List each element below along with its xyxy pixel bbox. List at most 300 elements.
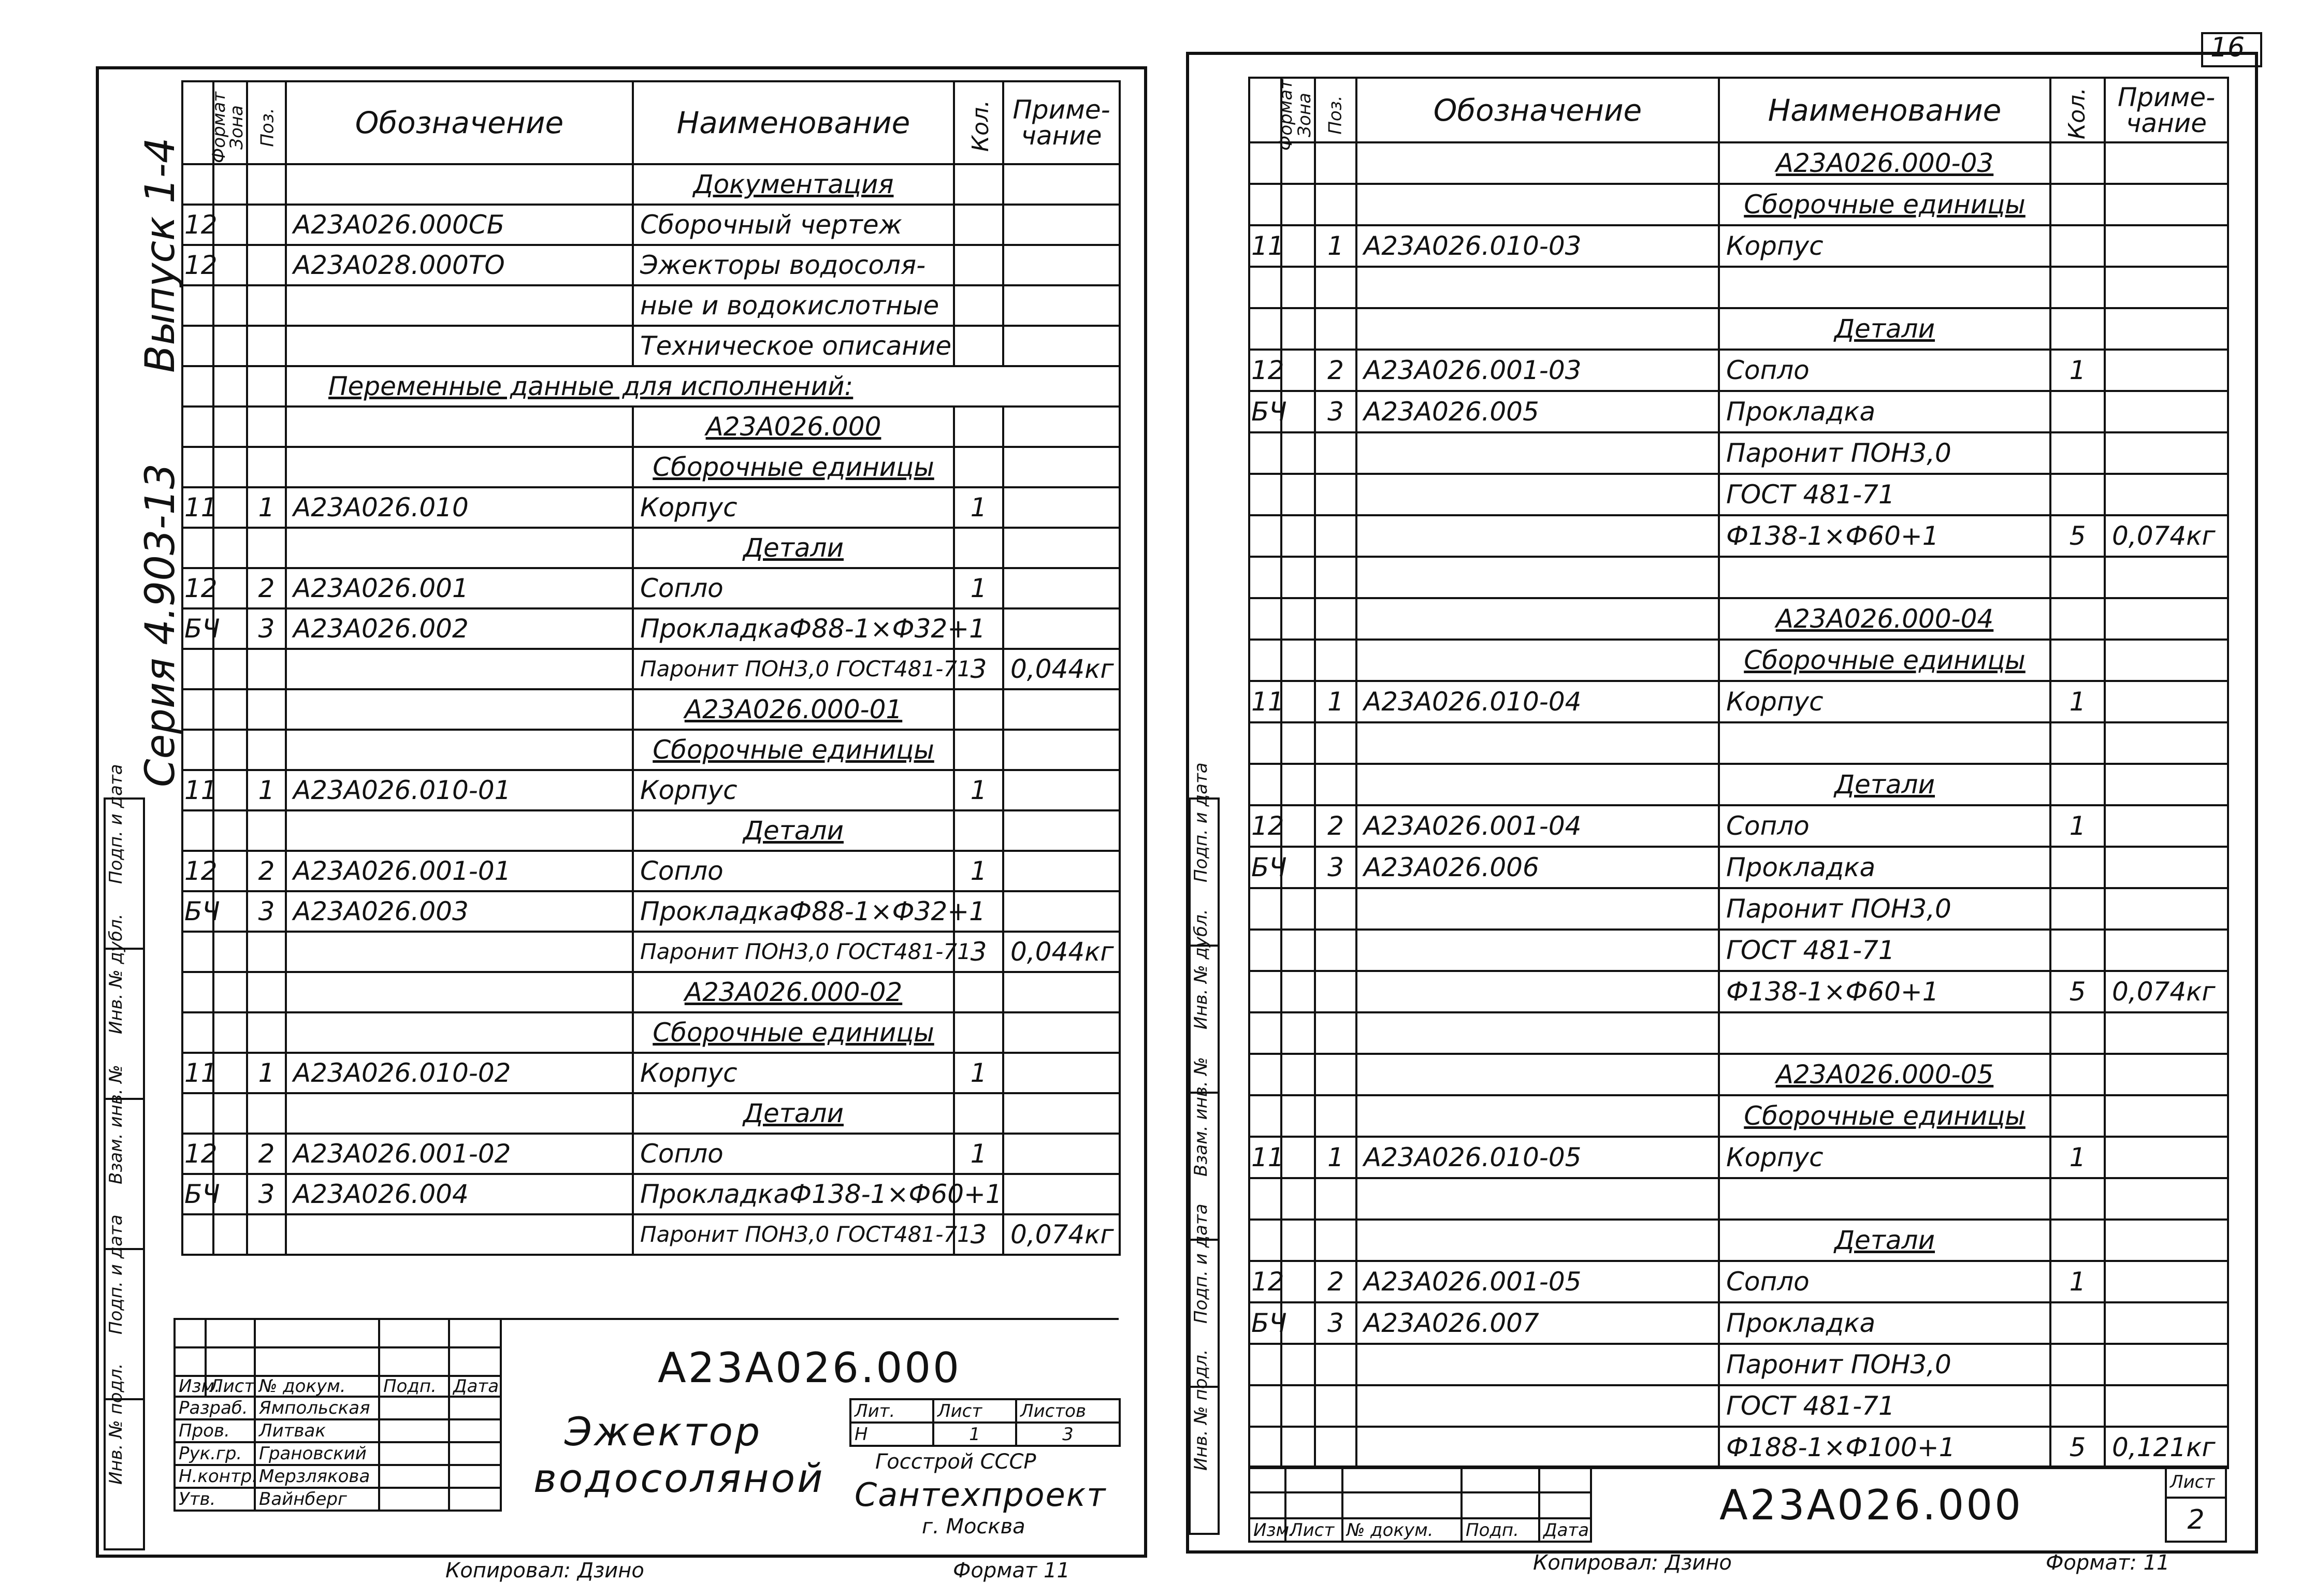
hdr-date: Дата: [449, 1376, 501, 1397]
cell-name: Детали: [633, 528, 954, 568]
cell-zone: [1281, 971, 1315, 1012]
r-hdr-date: Дата: [1539, 1518, 1591, 1542]
cell-format: [1249, 557, 1281, 598]
cell-zone: [213, 730, 247, 770]
cell-designation: [286, 1214, 633, 1255]
spec-row: [182, 245, 1120, 285]
cell-name: Детали: [1719, 1220, 2050, 1261]
hdr-izm: Изм.: [175, 1376, 206, 1397]
cell-qty: 5: [2050, 971, 2105, 1012]
cell-name: Сопло: [1719, 1261, 2050, 1302]
spec-row: [182, 407, 1120, 447]
cell-name: ные и водокислотные: [633, 285, 954, 326]
cell-qty: [2050, 184, 2105, 225]
side-label-5: Инв. № подл.: [106, 1363, 126, 1485]
left-header-row: [182, 81, 1120, 164]
cell-designation: [286, 810, 633, 851]
cell-name: Корпус: [633, 487, 954, 528]
cell-pos: [1315, 1178, 1356, 1220]
name-approve: Вайнберг: [255, 1488, 379, 1511]
cell-qty: 1: [954, 851, 1003, 891]
cell-note: 0,121кг: [2105, 1427, 2228, 1468]
spec-row: [1249, 1054, 2228, 1095]
cell-qty: [2050, 598, 2105, 640]
left-sign-table: [173, 1318, 502, 1512]
cell-designation: [1356, 184, 1719, 225]
cell-format: 12: [1249, 1261, 1281, 1302]
cell-note: [2105, 1137, 2228, 1178]
cell-format: [1249, 1178, 1281, 1220]
cell-format: [1249, 308, 1281, 350]
cell-note: [2105, 640, 2228, 681]
cell-pos: 3: [247, 891, 286, 932]
spec-row: [1249, 640, 2228, 681]
cell-qty: 3: [954, 1214, 1003, 1255]
cell-note: [2105, 1178, 2228, 1220]
cell-qty: [954, 810, 1003, 851]
spec-row: [1249, 1137, 2228, 1178]
cell-zone: [1281, 805, 1315, 847]
cell-zone: [213, 528, 247, 568]
cell-qty: 1: [954, 770, 1003, 810]
sheet-number: 16: [2210, 32, 2245, 63]
cell-note: [1003, 972, 1120, 1012]
col-pos: Поз.: [257, 108, 278, 147]
spec-row: [182, 1134, 1120, 1174]
cell-name: Эжекторы водосоля-: [633, 245, 954, 285]
cell-note: [2105, 142, 2228, 184]
cell-qty: [2050, 847, 2105, 888]
cell-format: БЧ: [1249, 391, 1281, 432]
cell-name: Сборочный чертеж: [633, 205, 954, 245]
cell-name: Прокладка: [1719, 847, 2050, 888]
spec-row: [1249, 184, 2228, 225]
cell-zone: [1281, 640, 1315, 681]
cell-format: [182, 528, 213, 568]
spec-row: [1249, 888, 2228, 930]
cell-pos: 2: [1315, 805, 1356, 847]
cell-designation: [1356, 1344, 1719, 1385]
cell-zone: [213, 851, 247, 891]
cell-name: ГОСТ 481-71: [1719, 474, 2050, 515]
spec-row: [1249, 142, 2228, 184]
cell-qty: [2050, 888, 2105, 930]
cell-note: [1003, 528, 1120, 568]
cell-qty: 5: [2050, 515, 2105, 557]
cell-format: 12: [1249, 805, 1281, 847]
role-dev: Разраб.: [175, 1397, 255, 1419]
cell-format: [1249, 764, 1281, 805]
cell-name: [1719, 267, 2050, 308]
r-side-label-2: Инв. № дубл.: [1191, 909, 1211, 1029]
cell-format: 11: [1249, 225, 1281, 267]
cell-pos: [247, 326, 286, 366]
cell-designation: [286, 972, 633, 1012]
spec-row: [182, 1012, 1120, 1053]
cell-note: [2105, 1012, 2228, 1054]
cell-pos: [247, 366, 286, 407]
spec-row: [182, 1053, 1120, 1093]
cell-name: [1719, 557, 2050, 598]
cell-format: [1249, 1012, 1281, 1054]
right-header-row: [1249, 78, 2228, 142]
cell-format: [182, 730, 213, 770]
cell-name: Ф188-1×Ф100+1: [1719, 1427, 2050, 1468]
cell-name: А23А026.000-04: [1719, 598, 2050, 640]
cell-pos: [247, 1214, 286, 1255]
cell-designation: А23А026.003: [286, 891, 633, 932]
cell-designation: А23А026.002: [286, 608, 633, 649]
cell-designation: [1356, 722, 1719, 764]
name-lead: Грановский: [255, 1442, 379, 1465]
spec-row: [182, 1093, 1120, 1134]
cell-name: Детали: [633, 1093, 954, 1134]
cell-zone: [213, 245, 247, 285]
side-label-1: Подп. и дата: [106, 764, 126, 884]
cell-qty: 1: [954, 1053, 1003, 1093]
cell-designation: [286, 649, 633, 689]
sheets-value: 3: [1016, 1423, 1120, 1446]
r-side-label-1: Подп. и дата: [1191, 762, 1211, 882]
cell-name: Детали: [633, 810, 954, 851]
cell-qty: [954, 285, 1003, 326]
left-copied: Копировал: Дзино: [445, 1559, 644, 1583]
cell-designation: [286, 285, 633, 326]
cell-name: Сопло: [1719, 350, 2050, 391]
cell-name: Корпус: [1719, 225, 2050, 267]
cell-note: [2105, 598, 2228, 640]
cell-note: [1003, 407, 1120, 447]
spec-row: [182, 447, 1120, 487]
cell-zone: [1281, 1178, 1315, 1220]
cell-zone: [1281, 1261, 1315, 1302]
cell-note: [2105, 1261, 2228, 1302]
cell-designation: [1356, 515, 1719, 557]
cell-note: [1003, 851, 1120, 891]
cell-zone: [1281, 1137, 1315, 1178]
spec-row: [1249, 1344, 2228, 1385]
cell-designation: А23А026.010: [286, 487, 633, 528]
lit-label: Лит.: [850, 1399, 933, 1423]
cell-zone: [1281, 722, 1315, 764]
cell-name: Корпус: [1719, 681, 2050, 722]
cell-designation: А23А028.000ТО: [286, 245, 633, 285]
col-name: Наименование: [633, 81, 954, 164]
cell-name: Корпус: [633, 1053, 954, 1093]
cell-qty: [2050, 930, 2105, 971]
cell-qty: [2050, 1220, 2105, 1261]
cell-pos: [1315, 764, 1356, 805]
left-title-line2: водосоляной: [533, 1455, 825, 1501]
cell-qty: [2050, 308, 2105, 350]
cell-qty: [2050, 1095, 2105, 1137]
cell-name: Корпус: [633, 770, 954, 810]
spec-row: [182, 164, 1120, 205]
r-hdr-list: Лист: [1285, 1518, 1342, 1542]
spec-row: [182, 810, 1120, 851]
cell-zone: [213, 164, 247, 205]
cell-pos: 2: [247, 1134, 286, 1174]
cell-designation: А23А026.007: [1356, 1302, 1719, 1344]
cell-zone: [1281, 930, 1315, 971]
cell-note: [1003, 730, 1120, 770]
cell-format: [1249, 1220, 1281, 1261]
left-lit-table: [849, 1398, 1121, 1447]
r-col-name: Наименование: [1719, 78, 2050, 142]
left-doc-code: А23А026.000: [658, 1344, 962, 1392]
cell-designation: [1356, 1054, 1719, 1095]
cell-qty: [2050, 474, 2105, 515]
cell-qty: [2050, 640, 2105, 681]
cell-format: [1249, 1095, 1281, 1137]
cell-format: [1249, 1427, 1281, 1468]
cell-zone: [213, 810, 247, 851]
cell-pos: [1315, 308, 1356, 350]
spec-row: [182, 972, 1120, 1012]
cell-pos: [247, 245, 286, 285]
cell-pos: [247, 407, 286, 447]
spec-row: [1249, 805, 2228, 847]
cell-pos: [247, 730, 286, 770]
cell-note: [1003, 1093, 1120, 1134]
cell-zone: [213, 407, 247, 447]
cell-designation: [1356, 1220, 1719, 1261]
r-col-format: Формат: [1275, 79, 1296, 151]
cell-qty: [954, 245, 1003, 285]
cell-format: 12: [182, 1134, 213, 1174]
name-norm: Мерзлякова: [255, 1465, 379, 1488]
role-norm: Н.контр.: [175, 1465, 255, 1488]
cell-designation: А23А026.005: [1356, 391, 1719, 432]
cell-format: 12: [182, 568, 213, 608]
spec-row: [1249, 1261, 2228, 1302]
cell-format: [182, 366, 213, 407]
cell-name: Прокладка: [1719, 391, 2050, 432]
cell-format: [182, 1012, 213, 1053]
cell-qty: 1: [2050, 681, 2105, 722]
cell-zone: [1281, 267, 1315, 308]
spec-row: [1249, 1220, 2228, 1261]
cell-pos: [1315, 1095, 1356, 1137]
cell-pos: 3: [1315, 847, 1356, 888]
cell-pos: 3: [247, 1174, 286, 1214]
cell-format: 12: [182, 851, 213, 891]
cell-zone: [213, 770, 247, 810]
cell-designation: А23А026.004: [286, 1174, 633, 1214]
role-check: Пров.: [175, 1419, 255, 1442]
cell-qty: [954, 730, 1003, 770]
cell-designation: [286, 528, 633, 568]
cell-zone: [1281, 557, 1315, 598]
spec-row: [1249, 930, 2228, 971]
r-side-label-3: Взам. инв. №: [1191, 1057, 1211, 1177]
cell-name: Документация: [633, 164, 954, 205]
right-doc-code: А23А026.000: [1719, 1481, 2023, 1529]
cell-designation: [286, 326, 633, 366]
cell-name: А23А026.000-01: [633, 689, 954, 730]
cell-pos: 3: [1315, 1302, 1356, 1344]
cell-note: [1003, 891, 1120, 932]
cell-note: [2105, 1385, 2228, 1427]
hdr-sign: Подп.: [379, 1376, 449, 1397]
org-line3: г. Москва: [922, 1515, 1025, 1539]
cell-designation: А23А026.001-04: [1356, 805, 1719, 847]
cell-format: [182, 972, 213, 1012]
cell-pos: [1315, 515, 1356, 557]
cell-zone: [1281, 1054, 1315, 1095]
col-note: Приме-чание: [1003, 81, 1120, 164]
cell-qty: 1: [2050, 350, 2105, 391]
cell-designation: А23А026.006: [1356, 847, 1719, 888]
role-approve: Утв.: [175, 1488, 255, 1511]
spec-row: [1249, 971, 2228, 1012]
cell-name: [1719, 1012, 2050, 1054]
cell-name: А23А026.000-02: [633, 972, 954, 1012]
cell-note: [2105, 391, 2228, 432]
left-title-line1: Эжектор: [565, 1409, 762, 1455]
spec-row: [1249, 847, 2228, 888]
spec-row: [182, 366, 1120, 407]
cell-zone: [1281, 764, 1315, 805]
cell-qty: [954, 326, 1003, 366]
cell-name: Сопло: [1719, 805, 2050, 847]
cell-note: [1003, 487, 1120, 528]
spec-row: [182, 326, 1120, 366]
cell-pos: [247, 649, 286, 689]
spec-row: [182, 528, 1120, 568]
right-sheet-label: Лист: [2166, 1467, 2226, 1498]
cell-format: БЧ: [182, 608, 213, 649]
cell-designation: [286, 932, 633, 972]
r-side-label-4: Подп. и дата: [1191, 1203, 1211, 1324]
cell-note: [1003, 285, 1120, 326]
cell-zone: [1281, 1344, 1315, 1385]
cell-name: А23А026.000-05: [1719, 1054, 2050, 1095]
cell-pos: [247, 164, 286, 205]
cell-zone: [1281, 308, 1315, 350]
right-sheet-value: 2: [2166, 1498, 2226, 1542]
cell-name: Ф138-1×Ф60+1: [1719, 515, 2050, 557]
issue-label: Выпуск 1-4: [137, 137, 184, 373]
cell-qty: [954, 205, 1003, 245]
cell-zone: [213, 205, 247, 245]
cell-format: [1249, 971, 1281, 1012]
spec-row: [182, 568, 1120, 608]
cell-pos: [247, 285, 286, 326]
name-dev: Ямпольская: [255, 1397, 379, 1419]
cell-zone: [213, 649, 247, 689]
cell-format: [182, 649, 213, 689]
cell-name: Сопло: [633, 851, 954, 891]
spec-row: [1249, 350, 2228, 391]
cell-note: [2105, 350, 2228, 391]
cell-qty: 1: [2050, 1137, 2105, 1178]
hdr-list: Лист: [206, 1376, 255, 1397]
cell-note: [1003, 568, 1120, 608]
cell-note: [2105, 308, 2228, 350]
cell-name: Детали: [1719, 764, 2050, 805]
cell-qty: [2050, 1302, 2105, 1344]
cell-format: [182, 285, 213, 326]
cell-format: БЧ: [182, 1174, 213, 1214]
cell-zone: [1281, 1012, 1315, 1054]
cell-designation: [1356, 474, 1719, 515]
cell-pos: 2: [247, 851, 286, 891]
cell-note: 0,044кг: [1003, 649, 1120, 689]
cell-designation: [1356, 308, 1719, 350]
cell-span-heading: Переменные данные для исполнений:: [286, 366, 1120, 407]
cell-designation: [286, 730, 633, 770]
cell-note: [2105, 474, 2228, 515]
cell-format: [1249, 267, 1281, 308]
spec-row: [1249, 1427, 2228, 1468]
right-spec-table: [1248, 77, 2229, 1469]
cell-format: [1249, 184, 1281, 225]
cell-pos: [1315, 432, 1356, 474]
cell-qty: [954, 447, 1003, 487]
cell-pos: [247, 447, 286, 487]
cell-zone: [1281, 350, 1315, 391]
cell-designation: [1356, 598, 1719, 640]
spec-row: [1249, 722, 2228, 764]
left-side-stamp: [104, 764, 145, 1550]
spec-row: [1249, 225, 2228, 267]
cell-zone: [213, 1093, 247, 1134]
cell-format: 11: [182, 487, 213, 528]
cell-name: Техническое описание: [633, 326, 954, 366]
cell-name: Детали: [1719, 308, 2050, 350]
cell-designation: [286, 164, 633, 205]
spec-row: [1249, 1095, 2228, 1137]
cell-pos: 1: [247, 770, 286, 810]
cell-designation: А23А026.001-05: [1356, 1261, 1719, 1302]
cell-format: 12: [182, 205, 213, 245]
cell-pos: [1315, 1054, 1356, 1095]
cell-format: БЧ: [182, 891, 213, 932]
cell-note: [2105, 1220, 2228, 1261]
cell-note: [2105, 805, 2228, 847]
cell-zone: [1281, 1220, 1315, 1261]
org-line1: Госстрой СССР: [875, 1450, 1036, 1474]
cell-format: БЧ: [1249, 1302, 1281, 1344]
spec-row: [182, 649, 1120, 689]
cell-note: 0,044кг: [1003, 932, 1120, 972]
spec-row: [182, 205, 1120, 245]
cell-name: Паронит ПОН3,0 ГОСТ481-71: [633, 932, 954, 972]
cell-pos: [247, 810, 286, 851]
cell-qty: [2050, 142, 2105, 184]
cell-pos: 1: [1315, 1137, 1356, 1178]
cell-name: А23А026.000-03: [1719, 142, 2050, 184]
cell-qty: [954, 1012, 1003, 1053]
spec-row: [182, 891, 1120, 932]
cell-designation: А23А026.000СБ: [286, 205, 633, 245]
cell-note: [1003, 608, 1120, 649]
cell-qty: 1: [954, 487, 1003, 528]
cell-qty: [2050, 557, 2105, 598]
cell-name: Паронит ПОН3,0 ГОСТ481-71: [633, 1214, 954, 1255]
cell-note: [1003, 326, 1120, 366]
cell-designation: А23А026.001-02: [286, 1134, 633, 1174]
cell-note: [1003, 205, 1120, 245]
cell-format: [1249, 432, 1281, 474]
cell-format: 11: [182, 770, 213, 810]
side-label-4: Подп. и дата: [106, 1214, 126, 1334]
cell-format: [1249, 722, 1281, 764]
cell-note: [2105, 1302, 2228, 1344]
cell-qty: 1: [954, 1134, 1003, 1174]
cell-name: ГОСТ 481-71: [1719, 930, 2050, 971]
